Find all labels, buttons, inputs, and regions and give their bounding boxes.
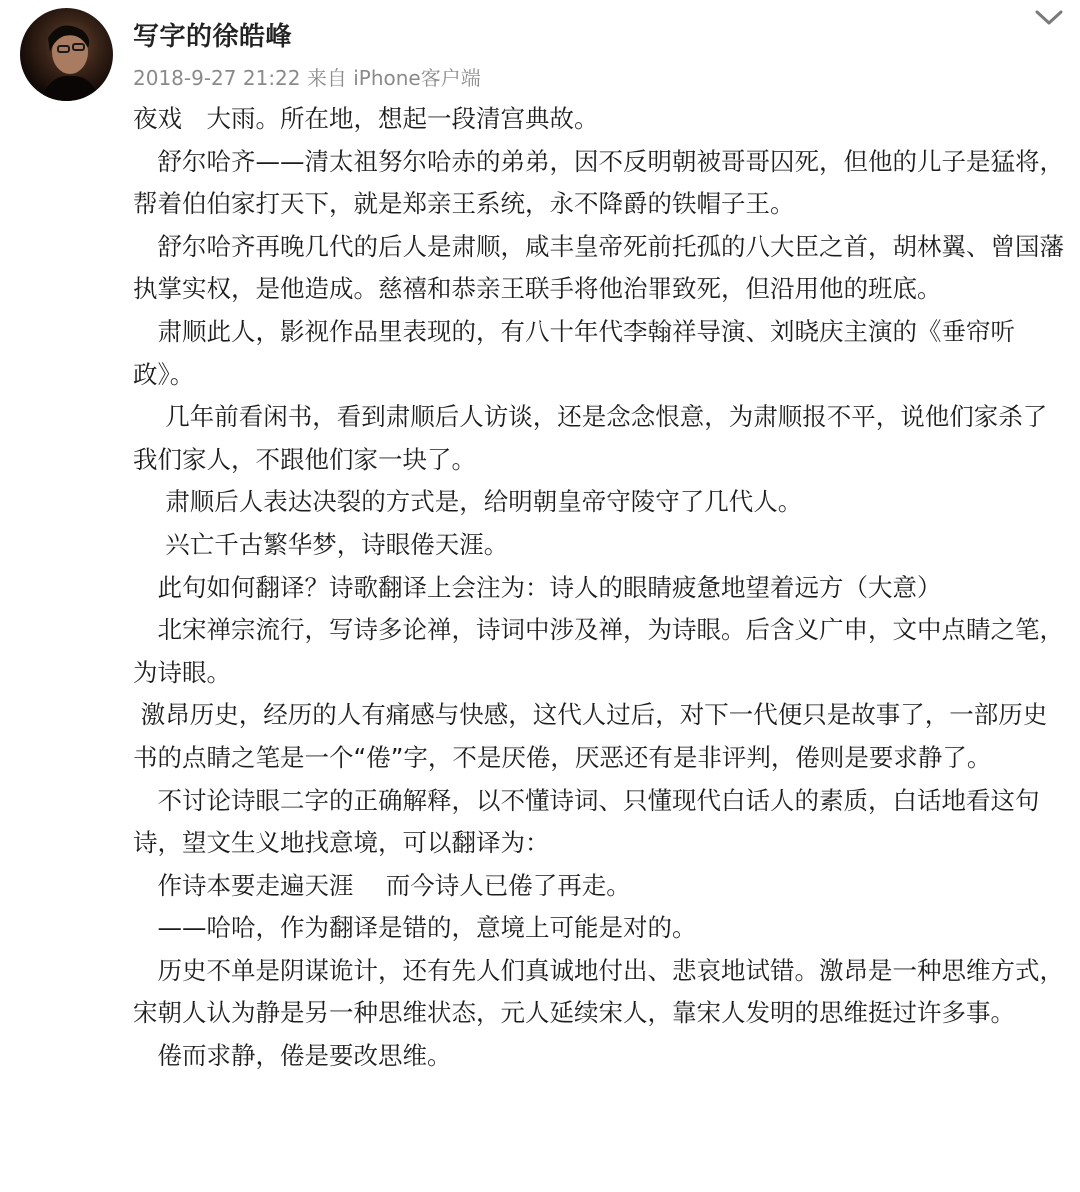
post-paragraph: 激昂历史，经历的人有痛感与快感，这代人过后，对下一代便只是故事了，一部历史书的点睛之笔是一个“倦”字，不是厌倦，厌恶还有是非评判，倦则是要求静了。	[133, 700, 1048, 772]
post-paragraph: 历史不单是阴谋诡计，还有先人们真诚地付出、悲哀地试错。激昂是一种思维方式，宋朝人认为静是另一种思维状态，元人延续宋人，靠宋人发明的思维挺过许多事。	[133, 955, 1064, 1028]
post-paragraph: 此句如何翻译？诗歌翻译上会注为：诗人的眼睛疲惫地望着远方（大意）	[133, 572, 942, 602]
author-name[interactable]: 写字的徐皓峰	[133, 22, 293, 52]
post-paragraph: 肃顺此人，影视作品里表现的，有八十年代李翰祥导演、刘晓庆主演的《垂帘听政》。	[133, 316, 1015, 389]
post-paragraph: 不讨论诗眼二字的正确解释，以不懂诗词、只懂现代白话人的素质，白话地看这句诗，望文生义地找意境，可以翻译为：	[133, 785, 1040, 858]
avatar[interactable]	[20, 8, 113, 101]
post-paragraph: 肃顺后人表达决裂的方式是，给明朝皇帝守陵守了几代人。	[133, 487, 803, 517]
post-paragraph: 几年前看闲书，看到肃顺后人访谈，还是念念恨意，为肃顺报不平，说他们家杀了我们家人，不跟他们家一块了。	[133, 402, 1048, 474]
post-paragraph: 兴亡千古繁华梦，诗眼倦天涯。	[133, 529, 509, 559]
avatar-photo	[20, 8, 113, 101]
chevron-down-icon[interactable]	[1032, 6, 1066, 28]
post-meta: 2018-9-27 21:22 来自 iPhone客户端	[133, 66, 481, 90]
post-paragraph: 北宋禅宗流行，写诗多论禅，诗词中涉及禅，为诗眼。后含义广申，文中点睛之笔，为诗眼。	[133, 615, 1064, 687]
post-paragraph: 夜戏 大雨。所在地，想起一段清宫典故。	[133, 104, 599, 133]
post-header	[0, 0, 1080, 105]
post-body	[133, 98, 1068, 1078]
post-paragraph: 舒尔哈齐——清太祖努尔哈赤的弟弟，因不反明朝被哥哥囚死，但他的儿子是猛将，帮着伯伯家打天下，就是郑亲王系统，永不降爵的铁帽子王。	[133, 146, 1064, 219]
post-paragraph: 作诗本要走遍天涯 而今诗人已倦了再走。	[133, 870, 631, 900]
post-paragraph: 舒尔哈齐再晚几代的后人是肃顺，咸丰皇帝死前托孤的八大臣之首，胡林翼、曾国藩执掌实权，是他造成。慈禧和恭亲王联手将他治罪致死，但沿用他的班底。	[133, 231, 1064, 304]
post-paragraph: 倦而求静，倦是要改思维。	[133, 1041, 452, 1071]
post-paragraph: ——哈哈，作为翻译是错的，意境上可能是对的。	[133, 913, 697, 943]
